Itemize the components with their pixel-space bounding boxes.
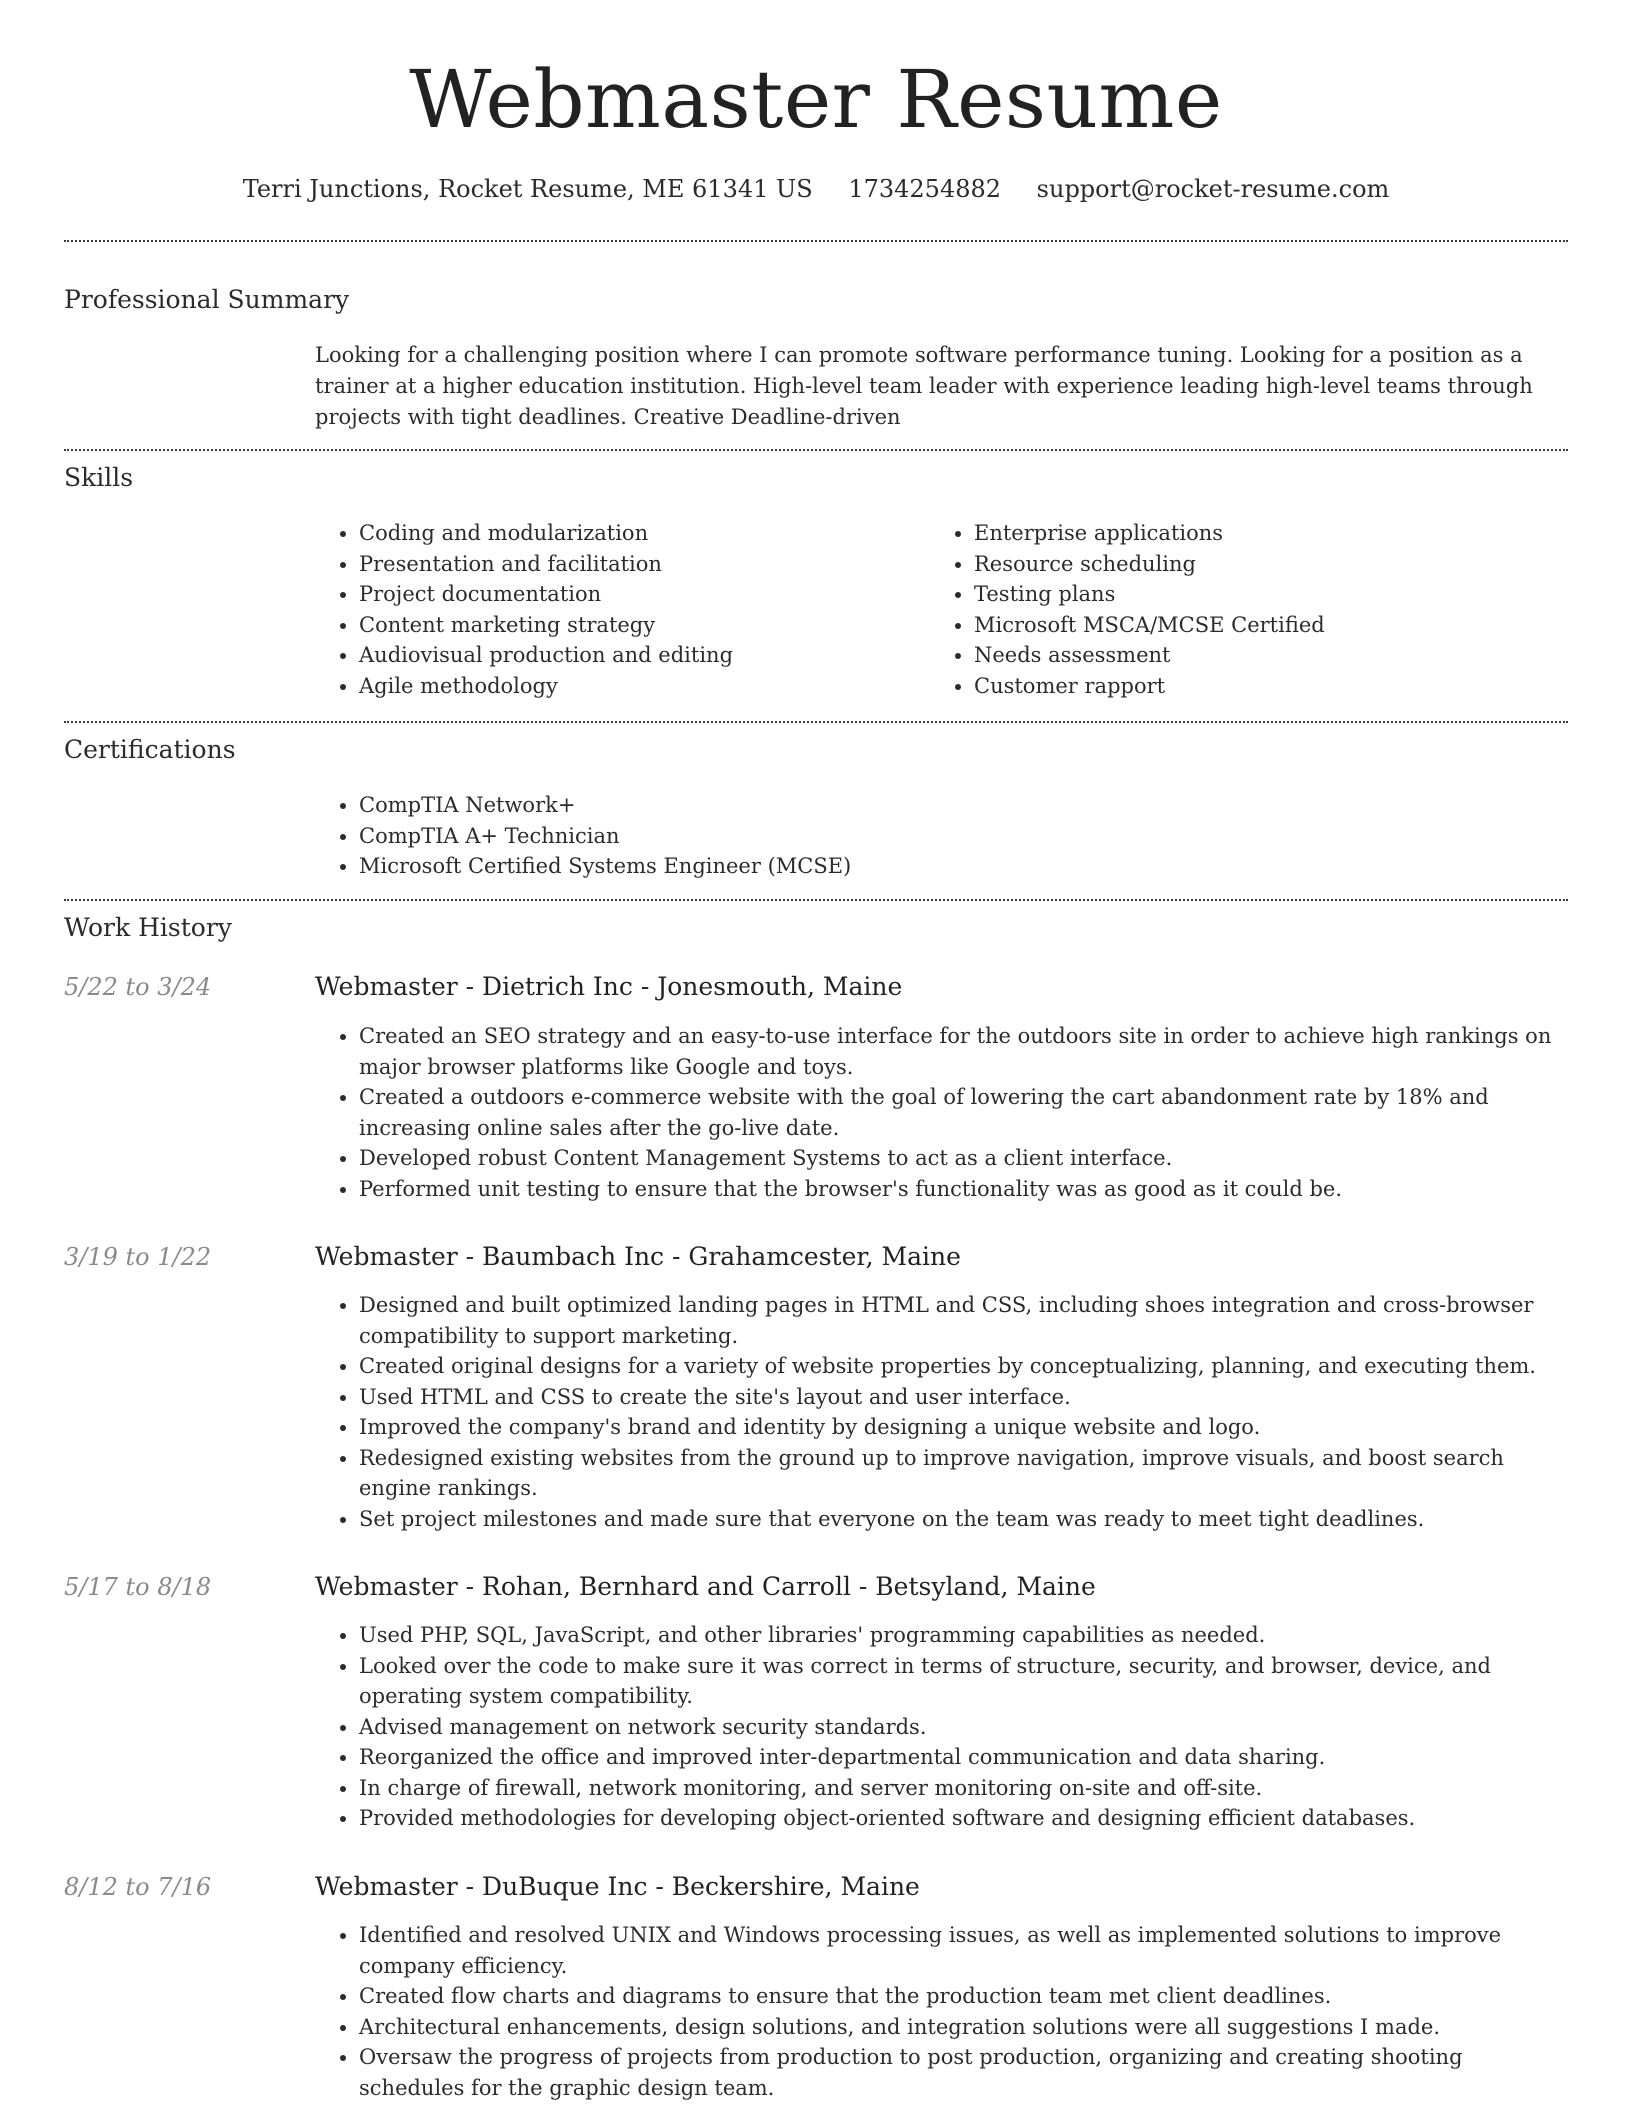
job-title: Webmaster - Rohan, Bernhard and Carroll - Betsyland, Maine xyxy=(315,1572,1096,1601)
skill-item: • Coding and modularization xyxy=(359,518,915,549)
job-bullet: • Set project milestones and made sure that everyone on the team was ready to meet tight deadlines. xyxy=(359,1504,1568,1535)
job-bullets xyxy=(315,1021,1568,1204)
job-bullet: • Developed robust Content Management Systems to act as a client interface. xyxy=(359,1143,1568,1174)
divider xyxy=(64,240,1568,242)
job-bullet: • Created an SEO strategy and an easy-to-use interface for the outdoors site in order to achieve high rankings on major browser platforms like Google and toys. xyxy=(359,1021,1568,1082)
job-bullet: • Used PHP, SQL, JavaScript, and other libraries' programming capabilities as needed. xyxy=(359,1620,1568,1651)
job-title: Webmaster - Baumbach Inc - Grahamcester, Maine xyxy=(315,1242,961,1271)
certification-item: • Microsoft Certified Systems Engineer (MCSE) xyxy=(359,851,1568,882)
job-bullet: • Looked over the code to make sure it was correct in terms of structure, security, and browser, device, and operating system compatibility. xyxy=(359,1651,1568,1712)
job-bullets xyxy=(315,1920,1568,2103)
job-dates: 5/17 to 8/18 xyxy=(64,1573,212,1601)
skill-item: • Project documentation xyxy=(359,579,915,610)
section-heading-skills: Skills xyxy=(64,463,134,492)
job-bullet: • Architectural enhancements, design solutions, and integration solutions were all suggestions I made. xyxy=(359,2012,1568,2043)
job-bullet: • Designed and built optimized landing pages in HTML and CSS, including shoes integration and cross-browser compatibility to support marketing. xyxy=(359,1290,1568,1351)
job-bullet: • Identified and resolved UNIX and Windows processing issues, as well as implemented solutions to improve company efficiency. xyxy=(359,1920,1568,1981)
skill-item: • Needs assessment xyxy=(974,640,1530,671)
contact-phone: 1734254882 xyxy=(848,175,1002,203)
certification-item: • CompTIA A+ Technician xyxy=(359,821,1568,852)
job-bullet: • Used HTML and CSS to create the site's layout and user interface. xyxy=(359,1382,1568,1413)
skill-item: • Content marketing strategy xyxy=(359,610,915,641)
job-bullets xyxy=(315,1290,1568,1534)
contact-email: support@rocket-resume.com xyxy=(1036,175,1390,203)
contact-line xyxy=(64,170,1568,208)
skills-column-right xyxy=(930,518,1530,701)
certification-item: • CompTIA Network+ xyxy=(359,790,1568,821)
section-heading-work: Work History xyxy=(64,913,232,942)
contact-address: Terri Junctions, Rocket Resume, ME 61341 US xyxy=(242,175,813,203)
job-title: Webmaster - DuBuque Inc - Beckershire, Maine xyxy=(315,1872,920,1901)
divider xyxy=(64,899,1568,901)
skill-item: • Customer rapport xyxy=(974,671,1530,702)
job-dates: 3/19 to 1/22 xyxy=(64,1243,212,1271)
job-bullet: • Advised management on network security standards. xyxy=(359,1712,1568,1743)
summary-text: Looking for a challenging position where I can promote software performance tuning. Looking for a position as a trainer at a higher education institution. High-level team leader with experience leading high-level teams through projects with tight deadlines. Creative Deadline-driven xyxy=(315,343,1533,429)
skill-item: • Agile methodology xyxy=(359,671,915,702)
skill-item: • Enterprise applications xyxy=(974,518,1530,549)
job-bullet: • Created original designs for a variety of website properties by conceptualizing, planning, and executing them. xyxy=(359,1351,1568,1382)
resume-title: Webmaster Resume xyxy=(409,53,1223,146)
job-bullet: • Created flow charts and diagrams to ensure that the production team met client deadlines. xyxy=(359,1981,1568,2012)
job-dates: 8/12 to 7/16 xyxy=(64,1873,212,1901)
skills-column-left xyxy=(315,518,915,701)
certifications-list xyxy=(315,790,1568,882)
job-title: Webmaster - Dietrich Inc - Jonesmouth, Maine xyxy=(315,972,903,1001)
job-bullet: • In charge of firewall, network monitoring, and server monitoring on-site and off-site. xyxy=(359,1773,1568,1804)
job-bullet: • Reorganized the office and improved inter-departmental communication and data sharing. xyxy=(359,1742,1568,1773)
job-bullets xyxy=(315,1620,1568,1834)
job-bullet: • Provided methodologies for developing object-oriented software and designing efficient databases. xyxy=(359,1803,1568,1834)
job-dates: 5/22 to 3/24 xyxy=(64,973,212,1001)
job-bullet: • Improved the company's brand and identity by designing a unique website and logo. xyxy=(359,1412,1568,1443)
section-heading-summary: Professional Summary xyxy=(64,285,350,314)
skill-item: • Resource scheduling xyxy=(974,549,1530,580)
section-heading-certifications: Certifications xyxy=(64,735,236,764)
job-bullet: • Created a outdoors e-commerce website with the goal of lowering the cart abandonment rate by 18% and increasing online sales after the go-live date. xyxy=(359,1082,1568,1143)
job-bullet: • Oversaw the progress of projects from production to post production, organizing and creating shooting schedules for the graphic design team. xyxy=(359,2042,1568,2103)
divider xyxy=(64,449,1568,451)
skill-item: • Presentation and facilitation xyxy=(359,549,915,580)
job-bullet: • Redesigned existing websites from the ground up to improve navigation, improve visuals, and boost search engine rankings. xyxy=(359,1443,1568,1504)
job-bullet: • Performed unit testing to ensure that the browser's functionality was as good as it could be. xyxy=(359,1174,1568,1205)
skill-item: • Testing plans xyxy=(974,579,1530,610)
skill-item: • Microsoft MSCA/MCSE Certified xyxy=(974,610,1530,641)
divider xyxy=(64,721,1568,723)
skill-item: • Audiovisual production and editing xyxy=(359,640,915,671)
